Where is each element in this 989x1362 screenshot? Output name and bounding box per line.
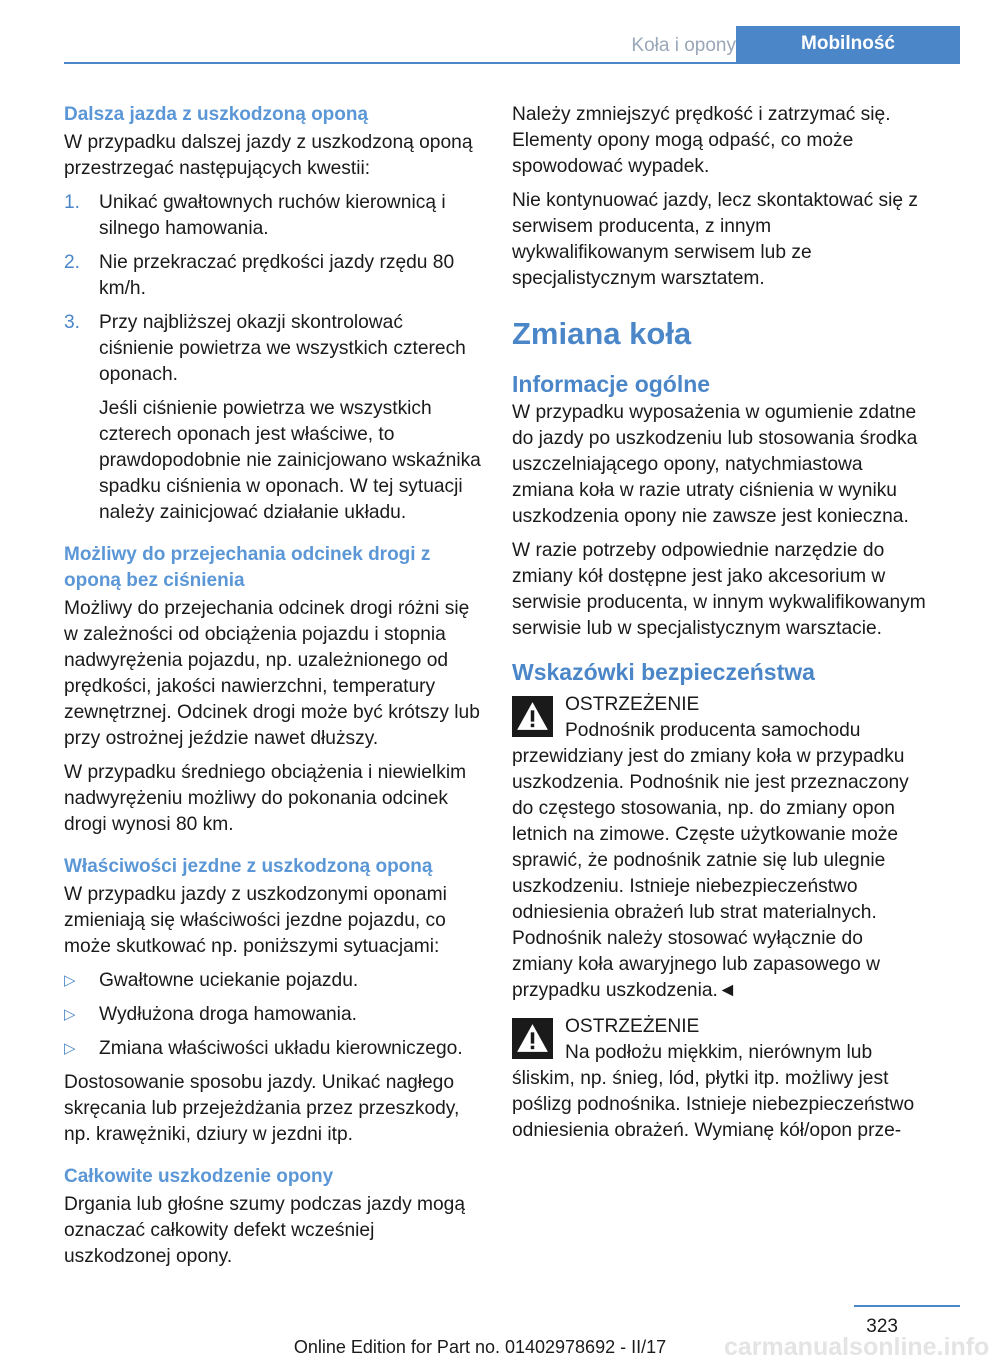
triangle-bullet-icon: ▷ [64,1040,76,1057]
list-item: ▷ Gwałtowne uciekanie pojazdu. [64,968,482,994]
heading-wheel-change: Zmiana koła [512,316,692,351]
paragraph: Drgania lub głośne szumy podczas jazdy mogą oznaczać całkowity defekt wcześniej uszkodzonej opony. [64,1194,466,1267]
warning-triangle-icon [512,696,553,737]
header-chapter-tab: Mobilność [736,26,960,62]
left-column [64,102,482,1278]
paragraph: W razie potrzeby odpowiednie narzędzie do zmiany kół dostępne jest jako akcesorium w serwisie producenta, w innym wykwalifikowanym serwisie lub w specjalistycznym warsztacie. [512,540,926,639]
paragraph: W przypadku wyposażenia w ogumienie zdatne do jazdy po uszkodzeniu lub stosowania środka uszczelniającego opony, natychmiastowa zmiana koła w razie utraty ciśnienia w wyniku uszkodzenia opony nie zawsze jest konieczna. [512,402,918,527]
paragraph: W przypadku dalszej jazdy z uszkodzoną oponą przestrzegać następujących kwestii: [64,132,473,179]
triangle-bullet-icon: ▷ [64,1006,76,1023]
list-item: ▷ Zmiana właściwości układu kierowniczego. [64,1036,482,1062]
warning-triangle-icon [512,1018,553,1059]
heading-total-failure: Całkowite uszkodzenie opony [64,1166,334,1187]
heading-general-info: Informacje ogólne [512,371,711,397]
triangle-bullet-icon: ▷ [64,972,76,989]
heading-continue-driving: Dalsza jazda z uszkodzoną oponą [64,104,369,125]
paragraph: Należy zmniejszyć prędkość i zatrzymać się. Elementy opony mogą odpaść, co może spowodować wypadek. [512,104,891,177]
heading-range-flat: Możliwy do przejechania odcinek drogi z oponą bez ciśnienia [64,544,431,591]
list-number: 2. [64,252,81,273]
paragraph: W przypadku średniego obciążenia i niewielkim nadwyrężeniu możliwy do pokonania odcinek drogi wynosi 80 km. [64,762,467,835]
numbered-list [64,190,482,526]
page-header [64,24,960,64]
watermark: carmanualsonline.info [724,1333,989,1361]
list-number: 3. [64,312,81,333]
paragraph: Nie kontynuować jazdy, lecz skontaktować się z serwisem producenta, z innym wykwalifikowanym serwisem lub ze specjalistycznym warsztatem. [512,190,918,289]
heading-handling: Właściwości jezdne z uszkodzoną oponą [64,856,433,877]
page-number: 323 [866,1316,898,1337]
list-item: 1. Unikać gwałtownych ruchów kierownicą i silnego hamowania. [64,192,446,239]
header-section-label: Koła i opony [631,35,736,56]
warning-block [512,692,926,1004]
paragraph: W przypadku jazdy z uszkodzonymi oponami zmieniają się właściwości jezdne pojazdu, co może skutkować np. poniższymi sytuacjami: [64,884,447,957]
footer-rule [854,1305,960,1307]
warning-text: Na podłożu miękkim, nierównym lub śliskim, np. śnieg, lód, płytki itp. możliwy jest poślizg podnośnika. Istnieje niebezpieczeństwo odniesienia obrażeń. Wymianę kół/opon prze- [512,1042,915,1141]
right-column [512,102,926,1144]
paragraph: Dostosowanie sposobu jazdy. Unikać nagłego skręcania lub przejeżdżania przez przeszkody, np. krawężniki, dziury w jezdni itp. [64,1072,460,1145]
heading-safety-notes: Wskazówki bezpieczeństwa [512,659,815,685]
warning-label: OSTRZEŻENIE [565,694,700,715]
bullet-list [64,968,482,1062]
warning-label: OSTRZEŻENIE [565,1016,700,1037]
list-item: 3. Przy najbliższej okazji skontrolować ciśnienie powietrza we wszystkich czterech oponach. Jeśli ciśnienie powietrza we wszystkich czterech oponach jest właściwe, to prawdopodobnie nie zainicjowano wskaźnika spadku ciśnienia w oponach. W tej sytuacji należy zainicjować działanie układu. [64,310,482,526]
list-item: ▷ Wydłużona droga hamowania. [64,1002,482,1028]
edition-footer: Online Edition for Part no. 01402978692 - II/17 [293,1337,667,1357]
list-item-note: Jeśli ciśnienie powietrza we wszystkich czterech oponach jest właściwe, to prawdopodobnie nie zainicjowano wskaźnika spadku ciśnienia w oponach. W tej sytuacji należy zainicjować działanie układu. [99,398,481,523]
paragraph: Możliwy do przejechania odcinek drogi różni się w zależności od obciążenia pojazdu i stopnia nadwyrężenia pojazdu, np. uzależnionego od prędkości, jakości nawierzchni, temperatury zewnętrznej. Odcinek drogi może być krótszy lub przy ostrożnej jeździe nawet dłuższy. [64,598,480,749]
list-item: 2. Nie przekraczać prędkości jazdy rzędu 80 km/h. [64,252,455,299]
list-number: 1. [64,192,81,213]
warning-text: Podnośnik producenta samochodu przewidziany jest do zmiany koła w przypadku uszkodzenia. Podnośnik nie jest przeznaczony do częstego stosowania, np. do zmiany opon letnich na zimowe. Częste użytkowanie może sprawić, że podnośnik zatnie się lub ulegnie uszkodzeniu. Istnieje niebezpieczeństwo odniesienia obrażeń lub strat materialnych. Podnośnik należy stosować wyłącznie do zmiany koła awaryjnego lub zapasowego w przypadku uszkodzenia.◄ [512,720,909,1001]
warning-block [512,1014,926,1144]
